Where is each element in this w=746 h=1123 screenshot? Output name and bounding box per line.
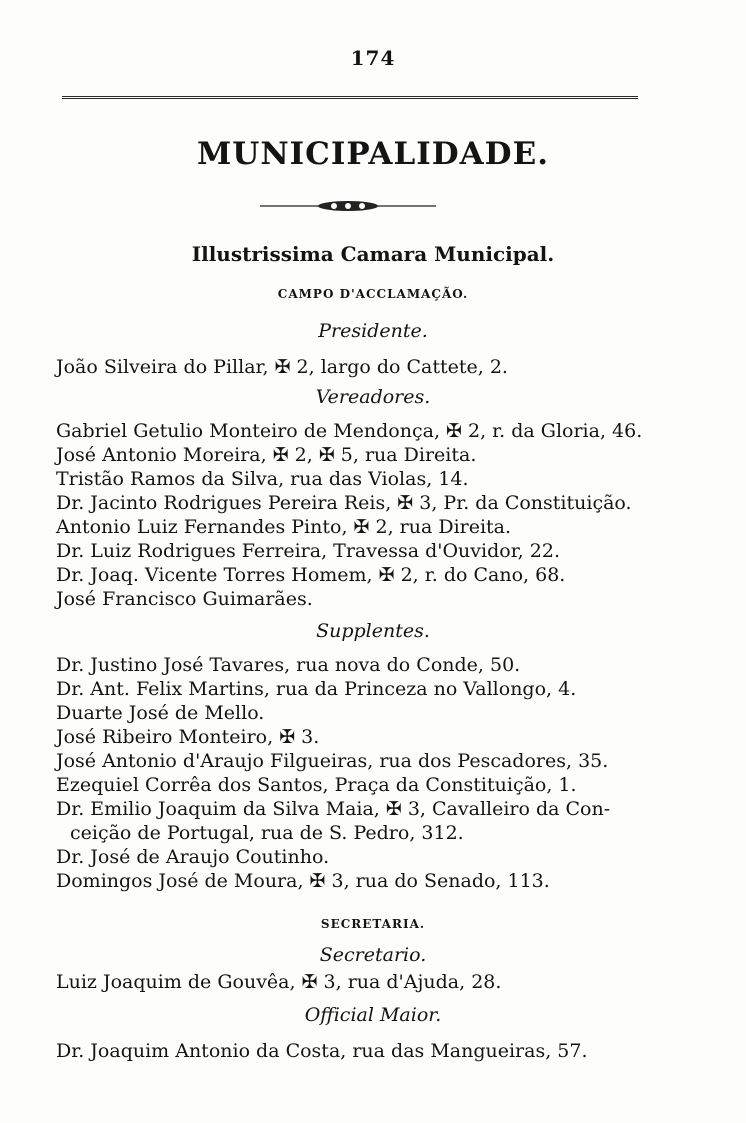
page-number: 174 [350,46,396,70]
list-item: José Ribeiro Monteiro, ✠ 3. [56,726,320,748]
list-item: Luiz Joaquim de Gouvêa, ✠ 3, rua d'Ajuda, 28. [56,971,502,993]
list-item: Dr. Ant. Felix Martins, rua da Princeza no Vallongo, 4. [56,678,577,700]
list-item: José Antonio d'Araujo Filgueiras, rua dos Pescadores, 35. [56,750,609,772]
list-item: João Silveira do Pillar, ✠ 2, largo do Cattete, 2. [56,356,508,378]
list-item: José Antonio Moreira, ✠ 2, ✠ 5, rua Direita. [56,444,477,466]
heading-supplentes: Supplentes. [316,620,430,642]
list-item: Dr. José de Araujo Coutinho. [56,846,330,868]
list-item: Dr. Justino José Tavares, rua nova do Conde, 50. [56,654,521,676]
ornament-divider [258,198,438,214]
section-subtitle: Illustrissima Camara Municipal. [191,242,555,266]
list-item: Duarte José de Mello. [56,702,265,724]
page-title: MUNICIPALIDADE. [196,136,549,172]
header-rule [62,96,638,99]
list-item: Dr. Joaq. Vicente Torres Homem, ✠ 2, r. do Cano, 68. [56,564,566,586]
heading-presidente: Presidente. [318,320,428,342]
secretaria-label: SECRETARIA. [320,917,426,931]
list-item: Tristão Ramos da Silva, rua das Violas, 14. [56,468,469,490]
list-item-continuation: ceição de Portugal, rua de S. Pedro, 312. [70,822,464,844]
heading-vereadores: Vereadores. [315,386,431,408]
heading-secretario: Secretario. [319,944,427,966]
location-label: CAMPO D'ACCLAMAÇÃO. [277,287,469,301]
list-item: Dr. Jacinto Rodrigues Pereira Reis, ✠ 3, Pr. da Constituição. [56,492,632,514]
list-item: José Francisco Guimarães. [56,588,313,610]
list-item: Dr. Luiz Rodrigues Ferreira, Travessa d'Ouvidor, 22. [56,540,560,562]
list-item: Ezequiel Corrêa dos Santos, Praça da Constituição, 1. [56,774,577,796]
list-item: Domingos José de Moura, ✠ 3, rua do Senado, 113. [56,870,550,892]
list-item: Dr. Emilio Joaquim da Silva Maia, ✠ 3, Cavalleiro da Con- [56,798,611,820]
heading-official-maior: Official Maior. [304,1004,442,1026]
list-item: Gabriel Getulio Monteiro de Mendonça, ✠ 2, r. da Gloria, 46. [56,420,643,442]
list-item: Dr. Joaquim Antonio da Costa, rua das Mangueiras, 57. [56,1040,588,1062]
list-item: Antonio Luiz Fernandes Pinto, ✠ 2, rua Direita. [56,516,512,538]
